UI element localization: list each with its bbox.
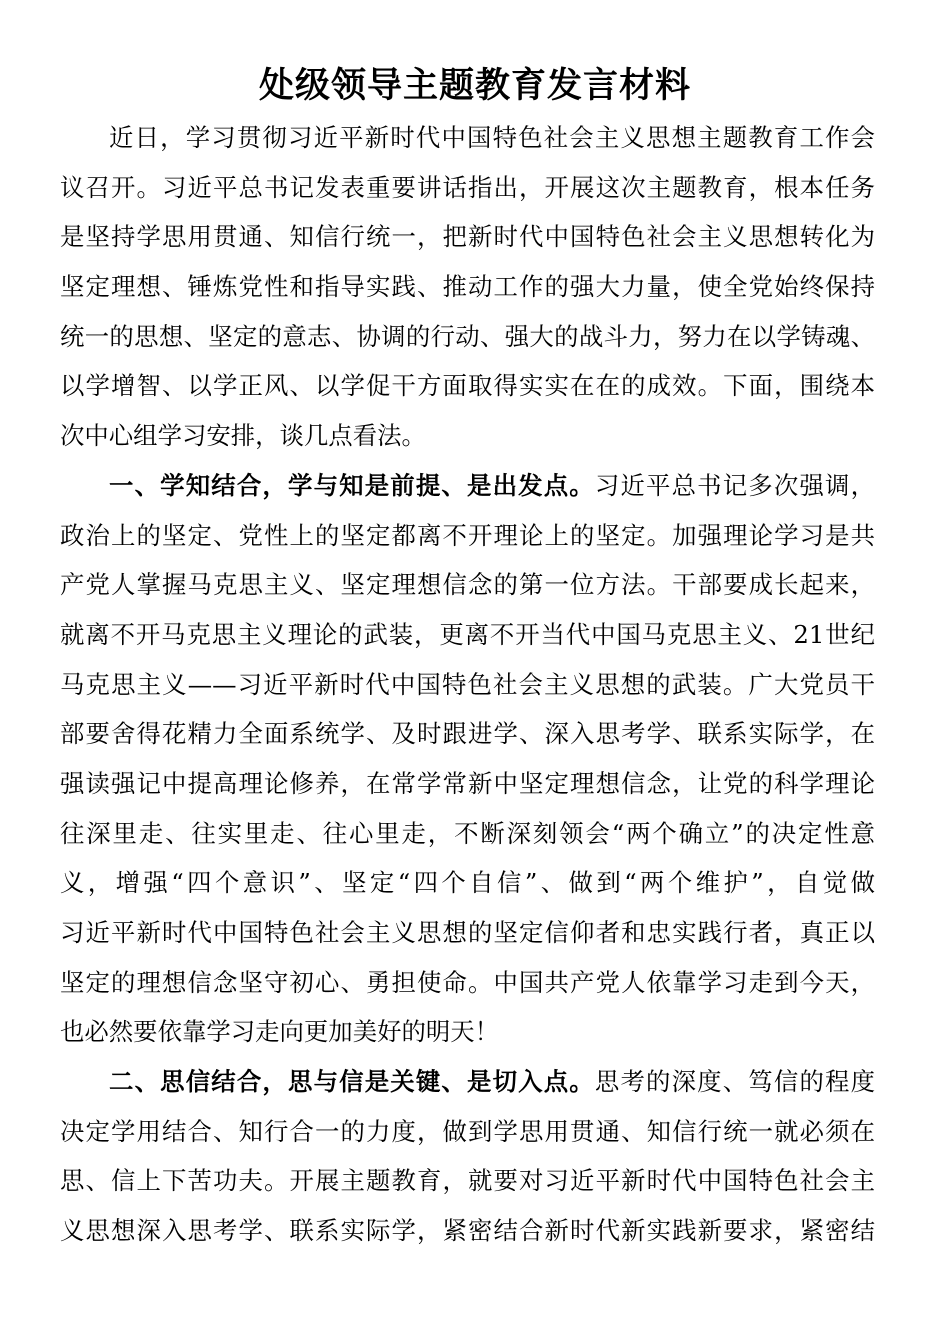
text-line: [60, 560, 875, 610]
line-text: 习近平总书记多次强调，: [594, 470, 875, 500]
text-line: [60, 759, 875, 809]
line-text: 往深里走、往实里走、往心里走，不断深刻领会“两个确立”的决定性意: [60, 818, 875, 848]
line-text: 产党人掌握马克思主义、坚定理想信念的第一位方法。干部要成长起来，: [60, 570, 875, 600]
text-line: [60, 660, 875, 710]
text-line: [60, 312, 875, 362]
line-text: 义，增强“四个意识”、坚定“四个自信”、做到“两个维护”，自觉做: [60, 868, 875, 898]
section-heading: 一、学知结合，学与知是前提、是出发点。: [109, 470, 595, 500]
line-text: 部要舍得花精力全面系统学、及时跟进学、深入思考学、联系实际学，在: [60, 719, 875, 749]
line-text: 马克思主义——习近平新时代中国特色社会主义思想的武装。广大党员干: [60, 669, 875, 699]
line-text: 义思想深入思考学、联系实际学，紧密结合新时代新实践新要求，紧密结: [60, 1216, 875, 1246]
text-line: [60, 212, 875, 262]
text-line: [60, 361, 875, 411]
text-line: [60, 610, 875, 660]
line-text: 习近平新时代中国特色社会主义思想的坚定信仰者和忠实践行者，真正以: [60, 918, 875, 947]
line-text: 坚定的理想信念坚守初心、勇担使命。中国共产党人依靠学习走到今天，: [60, 967, 875, 997]
line-text: 思、信上下苦功夫。开展主题教育，就要对习近平新时代中国特色社会主: [60, 1166, 875, 1196]
line-text: 议召开。习近平总书记发表重要讲话指出，开展这次主题教育，根本任务: [60, 172, 875, 202]
line-text: 强读强记中提高理论修养，在常学常新中坚定理想信念，让党的科学理论: [60, 768, 875, 798]
section-heading: 二、思信结合，思与信是关键、是切入点。: [109, 1067, 595, 1097]
line-text: 统一的思想、坚定的意志、协调的行动、强大的战斗力，努力在以学铸魂、: [60, 321, 875, 351]
text-line: [60, 1057, 875, 1107]
text-line: [60, 511, 875, 561]
line-text: 就离不开马克思主义理论的武装，更离不开当代中国马克思主义、21世纪: [60, 619, 875, 649]
text-line: [60, 809, 875, 859]
text-line: [60, 1156, 875, 1206]
paragraph: [60, 461, 875, 1057]
text-line: [60, 958, 875, 1008]
text-line: [60, 1107, 875, 1157]
text-line: [60, 411, 875, 461]
document-body: [60, 113, 875, 1256]
line-text: 近日，学习贯彻习近平新时代中国特色社会主义思想主题教育工作会: [109, 123, 875, 152]
text-line: [60, 262, 875, 312]
line-text: 坚定理想、锤炼党性和指导实践、推动工作的强大力量，使全党始终保持: [60, 272, 875, 302]
line-text: 也必然要依靠学习走向更加美好的明天！: [60, 1017, 500, 1047]
text-line: [60, 113, 875, 163]
text-line: [60, 709, 875, 759]
paragraph: [60, 113, 875, 461]
text-line: [60, 858, 875, 908]
text-line: [60, 908, 875, 958]
line-text: 以学增智、以学正风、以学促干方面取得实实在在的成效。下面，围绕本: [60, 371, 875, 401]
line-text: 是坚持学思用贯通、知信行统一，把新时代中国特色社会主义思想转化为: [60, 222, 875, 252]
line-text: 决定学用结合、知行合一的力度，做到学思用贯通、知信行统一就必须在: [60, 1116, 875, 1146]
line-text: 次中心组学习安排，谈几点看法。: [60, 421, 426, 451]
document-title: 处级领导主题教育发言材料: [258, 65, 691, 106]
text-line: [60, 1007, 875, 1057]
line-text: 政治上的坚定、党性上的坚定都离不开理论上的坚定。加强理论学习是共: [60, 520, 875, 550]
line-text: 思考的深度、笃信的程度: [594, 1067, 875, 1097]
text-line: [60, 163, 875, 213]
text-line: [60, 461, 875, 511]
paragraph: [60, 1057, 875, 1256]
text-line: [60, 1206, 875, 1256]
